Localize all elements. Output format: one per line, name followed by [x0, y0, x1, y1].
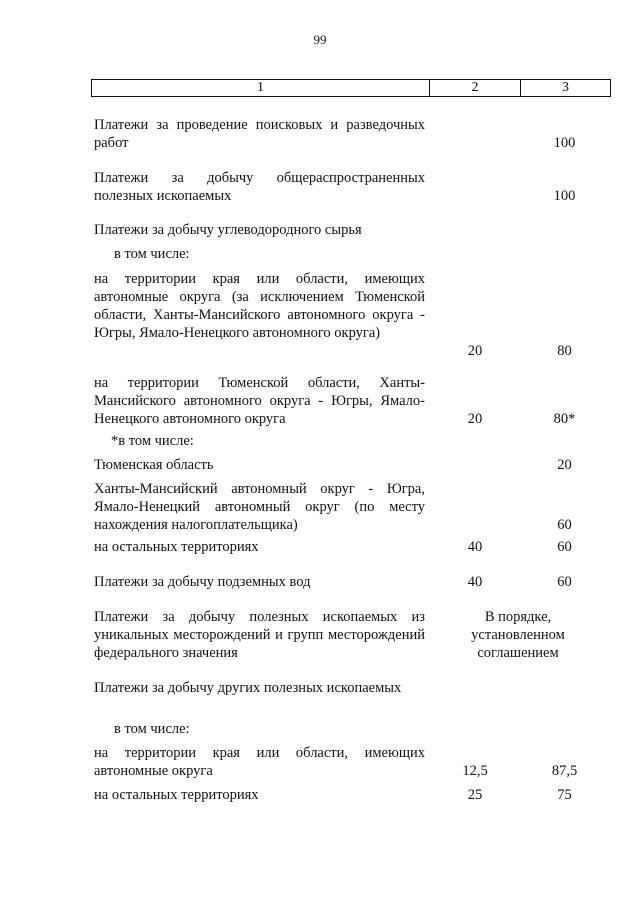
- row-description: в том числе:: [114, 246, 190, 262]
- row-description: *в том числе:: [111, 433, 194, 449]
- row-col2-value: 20: [467, 411, 483, 427]
- row-description: Ханты-Мансийский автономный округ - Югра, Ямало-Ненецкий автономный округ (по месту нахождения налогоплательщика): [94, 481, 425, 533]
- table-header: [91, 79, 611, 97]
- row-description: на остальных территориях: [94, 787, 259, 803]
- header-col-3: 3: [562, 80, 569, 95]
- row-col2-value: 40: [467, 539, 483, 555]
- row-description: Тюменская область: [94, 457, 214, 473]
- header-col-1: 1: [92, 80, 430, 96]
- row-col3-value: 60: [557, 517, 572, 533]
- row-col3-value: 20: [557, 457, 572, 473]
- row-col2-value: 40: [467, 574, 483, 590]
- row-description: на территории Тюменской области, Ханты-Мансийского автономного округа - Югры, Ямало-Ненецкого автономного округа: [94, 375, 425, 427]
- row-description: Платежи за добычу полезных ископаемых из уникальных месторождений и групп месторождений федерального значения: [94, 609, 425, 661]
- row-description: Платежи за добычу подземных вод: [94, 574, 311, 590]
- row-description: на территории края или области, имеющих автономные округа (за исключением Тюменской области, Ханты-Мансийского автономного округа - Югры, Ямало-Ненецкого автономного округа): [94, 271, 425, 341]
- row-description: в том числе:: [114, 721, 190, 737]
- row-col2-value: 25: [467, 787, 483, 803]
- row-col3-value: 60: [557, 574, 572, 590]
- row-description: на территории края или области, имеющих автономные округа: [94, 745, 425, 779]
- page-number: 99: [313, 32, 327, 47]
- row-col2-value: 12,5: [462, 763, 488, 779]
- row-description: Платежи за добычу других полезных ископаемых: [94, 680, 402, 696]
- row-col3-value: 80*: [553, 411, 576, 427]
- row-merged-value: В порядке, установленном соглашением: [471, 609, 565, 661]
- row-description: Платежи за добычу общераспространенных полезных ископаемых: [94, 170, 425, 204]
- row-col3-value: 75: [557, 787, 572, 803]
- row-col3-value: 100: [553, 188, 576, 204]
- row-col3-value: 87,5: [551, 763, 578, 779]
- row-description: Платежи за добычу углеводородного сырья: [94, 222, 362, 238]
- row-col3-value: 100: [553, 135, 576, 151]
- row-description: на остальных территориях: [94, 539, 259, 555]
- row-description: Платежи за проведение поисковых и разведочных работ: [94, 117, 425, 151]
- row-col3-value: 60: [557, 539, 572, 555]
- row-col3-value: 80: [557, 343, 572, 359]
- row-col2-value: 20: [467, 343, 483, 359]
- header-col-2: 2: [430, 80, 521, 96]
